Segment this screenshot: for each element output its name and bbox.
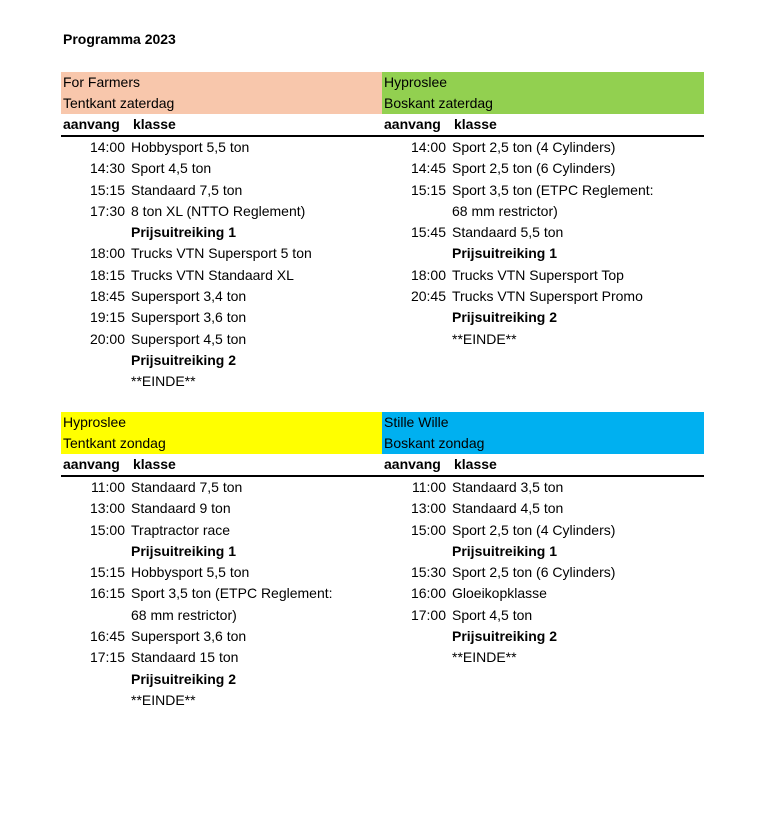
class-name: Gloeikopklasse — [452, 585, 547, 602]
start-time: 16:00 — [410, 585, 446, 602]
sponsor-name: Hyproslee — [384, 74, 448, 90]
schedule-row — [61, 180, 382, 201]
schedule-row — [382, 647, 704, 668]
schedule-row — [382, 520, 704, 541]
schedule-row — [61, 350, 382, 371]
header-hyproslee-saturday — [382, 72, 704, 114]
schedule-row — [382, 583, 704, 604]
class-name: Trucks VTN Supersport Promo — [452, 288, 643, 305]
schedule-row — [61, 605, 382, 626]
sunday-section — [61, 412, 704, 711]
schedule-row — [61, 371, 382, 392]
schedule-row — [61, 583, 382, 604]
prize-ceremony-label: Prijsuitreiking 2 — [452, 309, 558, 326]
start-time: 13:00 — [89, 500, 125, 517]
column-header-klasse: klasse — [133, 456, 176, 472]
start-time: 13:00 — [410, 500, 446, 517]
class-name: Trucks VTN Standaard XL — [131, 266, 294, 283]
schedule-row — [61, 520, 382, 541]
class-name: Standaard 7,5 ton — [131, 181, 243, 198]
class-name: Supersport 3,4 ton — [131, 288, 247, 305]
class-name: Standaard 3,5 ton — [452, 479, 564, 495]
class-name: Sport 3,5 ton (ETPC Reglement: — [452, 181, 654, 198]
class-name: Standaard 4,5 ton — [452, 500, 564, 517]
schedule-row — [382, 562, 704, 583]
start-time: 16:45 — [89, 628, 125, 645]
start-time: 17:30 — [89, 202, 125, 219]
schedule-row — [61, 329, 382, 350]
prize-ceremony-label: Prijsuitreiking 2 — [452, 628, 558, 645]
start-time: 15:15 — [410, 181, 446, 198]
column-header-klasse: klasse — [454, 116, 497, 132]
class-name: Supersport 3,6 ton — [131, 309, 247, 326]
header-hyproslee-sunday — [61, 412, 382, 454]
schedule-row — [382, 158, 704, 179]
start-time: 17:15 — [89, 649, 125, 666]
class-name: **EINDE** — [452, 649, 517, 666]
class-name: Hobbysport 5,5 ton — [131, 564, 250, 581]
page-title: Programma 2023 — [63, 31, 176, 47]
sponsor-name: For Farmers — [63, 74, 140, 90]
start-time: 15:00 — [89, 521, 125, 538]
schedule-row — [382, 243, 704, 264]
column-header-aanvang: aanvang — [63, 116, 120, 132]
schedule-row — [61, 286, 382, 307]
schedule-row — [382, 180, 704, 201]
column-header-klasse: klasse — [454, 456, 497, 472]
class-name: Trucks VTN Supersport 5 ton — [131, 245, 312, 262]
class-name: **EINDE** — [452, 330, 517, 347]
schedule-row — [61, 541, 382, 562]
schedule-row — [61, 265, 382, 286]
class-name: **EINDE** — [131, 373, 196, 390]
class-name: Standaard 5,5 ton — [452, 224, 564, 241]
class-name: Standaard 7,5 ton — [131, 479, 243, 495]
class-name: Supersport 4,5 ton — [131, 330, 247, 347]
start-time: 11:00 — [91, 479, 125, 495]
schedule-row — [61, 647, 382, 668]
schedule-row — [61, 477, 382, 498]
schedule-row — [382, 286, 704, 307]
column-header-row — [61, 454, 704, 477]
schedule-row — [61, 690, 382, 711]
schedule-list-tentkant-zondag — [61, 477, 382, 711]
start-time: 15:45 — [410, 224, 446, 241]
prize-ceremony-label: Prijsuitreiking 1 — [452, 542, 558, 559]
schedule-row — [382, 541, 704, 562]
prize-ceremony-label: Prijsuitreiking 2 — [131, 351, 237, 368]
prize-ceremony-label: Prijsuitreiking 2 — [131, 670, 237, 687]
start-time: 20:45 — [410, 288, 446, 305]
start-time: 14:00 — [410, 139, 446, 155]
schedule-row — [382, 498, 704, 519]
schedule-row — [382, 137, 704, 158]
class-name: 68 mm restrictor) — [452, 202, 558, 219]
schedule-row — [61, 243, 382, 264]
class-name: Sport 2,5 ton (6 Cylinders) — [452, 564, 616, 581]
start-time: 15:15 — [89, 564, 125, 581]
start-time: 18:00 — [410, 266, 446, 283]
start-time: 20:00 — [89, 330, 125, 347]
column-header-aanvang: aanvang — [63, 456, 120, 472]
column-header-row — [61, 114, 704, 137]
sponsor-name: Hyproslee — [63, 414, 127, 430]
schedule-row — [61, 158, 382, 179]
class-name: Sport 2,5 ton (4 Cylinders) — [452, 139, 616, 155]
schedule-list-boskant-zaterdag — [382, 137, 704, 393]
class-name: **EINDE** — [131, 691, 196, 708]
start-time: 19:15 — [89, 309, 125, 326]
start-time: 14:00 — [89, 139, 125, 155]
prize-ceremony-label: Prijsuitreiking 1 — [131, 224, 237, 241]
start-time: 14:30 — [89, 160, 125, 177]
schedule-row — [61, 222, 382, 243]
schedule-row — [61, 562, 382, 583]
header-for-farmers — [61, 72, 382, 114]
class-name: Sport 4,5 ton — [131, 160, 212, 177]
start-time: 17:00 — [410, 606, 446, 623]
schedule-row — [61, 307, 382, 328]
schedule-row — [61, 498, 382, 519]
schedule-row — [61, 626, 382, 647]
class-name: Sport 3,5 ton (ETPC Reglement: — [131, 585, 333, 602]
section-header — [61, 412, 704, 454]
start-time: 11:00 — [412, 479, 446, 495]
start-time: 18:00 — [89, 245, 125, 262]
column-header-aanvang: aanvang — [384, 456, 441, 472]
column-header-aanvang: aanvang — [384, 116, 441, 132]
prize-ceremony-label: Prijsuitreiking 1 — [131, 542, 237, 559]
stage-subtitle: Tentkant zaterdag — [63, 95, 175, 111]
sponsor-name: Stille Wille — [384, 414, 449, 430]
schedule-row — [382, 626, 704, 647]
column-header-klasse: klasse — [133, 116, 176, 132]
schedule-row — [382, 329, 704, 350]
start-time: 15:15 — [89, 181, 125, 198]
class-name: 68 mm restrictor) — [131, 606, 237, 623]
start-time: 18:45 — [89, 288, 125, 305]
class-name: Hobbysport 5,5 ton — [131, 139, 250, 155]
class-name: Traptractor race — [131, 521, 231, 538]
schedule-list-boskant-zondag — [382, 477, 704, 711]
class-name: Sport 4,5 ton — [452, 606, 533, 623]
schedule-list-tentkant-zaterdag — [61, 137, 382, 393]
class-name: Supersport 3,6 ton — [131, 628, 247, 645]
class-name: Sport 2,5 ton (6 Cylinders) — [452, 160, 616, 177]
stage-subtitle: Boskant zondag — [384, 435, 485, 451]
saturday-section — [61, 72, 704, 393]
schedule-row — [61, 137, 382, 158]
start-time: 14:45 — [410, 160, 446, 177]
stage-subtitle: Boskant zaterdag — [384, 95, 493, 111]
class-name: Trucks VTN Supersport Top — [452, 266, 624, 283]
start-time: 15:30 — [410, 564, 446, 581]
section-header — [61, 72, 704, 114]
class-name: Standaard 9 ton — [131, 500, 231, 517]
header-stille-wille — [382, 412, 704, 454]
start-time: 15:00 — [410, 521, 446, 538]
schedule-row — [61, 201, 382, 222]
class-name: 8 ton XL (NTTO Reglement) — [131, 202, 306, 219]
class-name: Standaard 15 ton — [131, 649, 239, 666]
schedule-row — [382, 201, 704, 222]
start-time: 18:15 — [89, 266, 125, 283]
schedule-row — [382, 222, 704, 243]
schedule-row — [61, 669, 382, 690]
schedule-row — [382, 605, 704, 626]
schedule-row — [382, 265, 704, 286]
start-time: 16:15 — [89, 585, 125, 602]
schedule-row — [382, 477, 704, 498]
class-name: Sport 2,5 ton (4 Cylinders) — [452, 521, 616, 538]
prize-ceremony-label: Prijsuitreiking 1 — [452, 245, 558, 262]
schedule-row — [382, 307, 704, 328]
stage-subtitle: Tentkant zondag — [63, 435, 166, 451]
